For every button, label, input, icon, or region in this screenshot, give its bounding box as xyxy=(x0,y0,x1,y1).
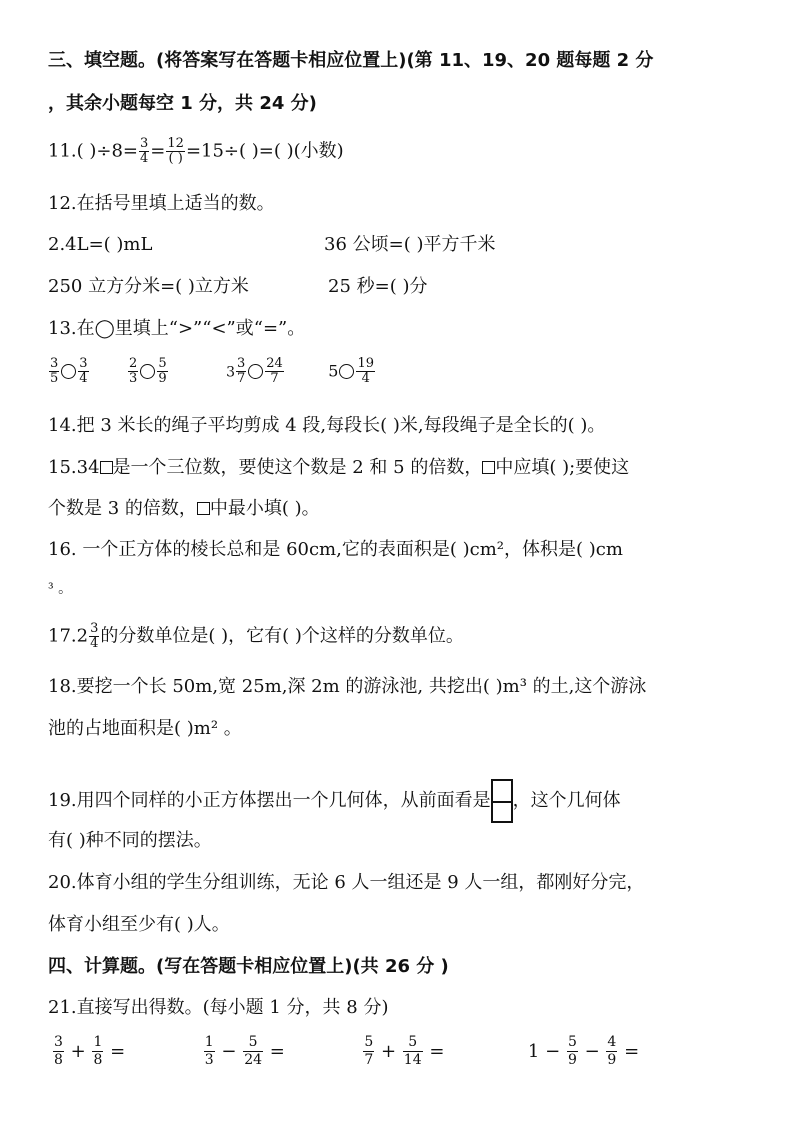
expr-3: $\frac{5}{7}$ + $\frac{5}{14}$ = xyxy=(364,1034,445,1068)
blank-square xyxy=(482,461,495,474)
fraction: $\frac{5}{14}$ xyxy=(403,1034,422,1068)
fraction: $\frac{3}{5}$ xyxy=(50,356,59,386)
fraction: $\frac{24}{7}$ xyxy=(266,356,283,386)
question-17: 17.2 $\frac{3}{4}$ 的分数单位是( )，它有( )个这样的分数单位。 xyxy=(48,621,464,651)
fraction: $\frac{4}{9}$ xyxy=(607,1034,617,1068)
question-21-title: 21.直接写出得数。(每小题 1 分，共 8 分) xyxy=(48,997,389,1018)
compare-circle xyxy=(140,364,155,379)
question-12-c: 250 立方分米=( )立方米 xyxy=(48,276,249,297)
fraction: $\frac{1}{8}$ xyxy=(93,1034,103,1068)
question-15-line2: 个数是 3 的倍数， 中最小填( )。 xyxy=(48,498,320,519)
compare-circle xyxy=(339,364,354,379)
question-11: 11.( )÷8= $\frac{3}{4}$ = $\frac{12}{( )}$ =15÷( )=( )(小数) xyxy=(48,136,344,166)
question-14: 14.把 3 米长的绳子平均剪成 4 段,每段长( )米,每段绳子是全长的( )。 xyxy=(48,415,606,436)
question-16-line1: 16. 一个正方体的棱长总和是 60cm,它的表面积是( )cm²，体积是( )cm xyxy=(48,539,623,560)
fraction: $\frac{3}{4}$ xyxy=(90,621,99,651)
fraction: $\frac{3}{4}$ xyxy=(79,356,88,386)
fraction: $\frac{5}{7}$ xyxy=(364,1034,374,1068)
fraction: $\frac{12}{( )}$ xyxy=(167,136,184,166)
question-15-line1: 15.34 是一个三位数，要使这个数是 2 和 5 的倍数， 中应填( );要使这 xyxy=(48,457,630,478)
question-19-line1: 19.用四个同样的小正方体摆出一个几何体，从前面看是 ，这个几何体 xyxy=(48,779,621,823)
fraction: $\frac{3}{7}$ xyxy=(236,356,246,386)
question-13-title: 13.在◯里填上“>”“<”或“=”。 xyxy=(48,318,306,339)
question-12-title: 12.在括号里填上适当的数。 xyxy=(48,193,275,214)
compare-circle xyxy=(248,364,263,379)
fraction: $\frac{1}{3}$ xyxy=(204,1034,214,1068)
compare-circle xyxy=(61,364,76,379)
expr-1: $\frac{3}{8}$ + $\frac{1}{8}$ = xyxy=(54,1034,126,1068)
fraction: $\frac{5}{24}$ xyxy=(244,1034,263,1068)
expr-4: 1 − $\frac{5}{9}$ − $\frac{4}{9}$ = xyxy=(527,1034,640,1068)
expr-2: $\frac{1}{3}$ − $\frac{5}{24}$ = xyxy=(204,1034,285,1068)
fraction: $\frac{5}{9}$ xyxy=(567,1034,577,1068)
question-18-line1: 18.要挖一个长 50m,宽 25m,深 2m 的游泳池, 共挖出( )m³ 的土,这个游泳 xyxy=(48,676,647,697)
question-19-line2: 有( )种不同的摆法。 xyxy=(48,830,212,851)
blank-square xyxy=(197,502,210,515)
fraction: $\frac{19}{4}$ xyxy=(357,356,375,386)
fraction: $\frac{5}{9}$ xyxy=(158,356,167,386)
question-18-line2: 池的占地面积是( )m² 。 xyxy=(48,718,242,739)
question-20-line2: 体育小组至少有( )人。 xyxy=(48,914,230,935)
fraction: $\frac{3}{4}$ xyxy=(140,136,149,166)
question-16-line2: ³ 。 xyxy=(48,581,73,597)
question-21-exprs xyxy=(52,1034,639,1074)
question-12-a: 2.4L=( )mL xyxy=(48,234,153,255)
section3-title-line2: ，其余小题每空 1 分，共 24 分) xyxy=(48,93,317,114)
question-13-items: $\frac{3}{5}$ $\frac{3}{4}$ $\frac{2}{3}$ $\frac{5}{9}$ 3 $\frac{3}{7}$ $\frac{24}{7}$ 5 $\frac{19}{4}$ xyxy=(50,356,375,386)
section3-title-line1: 三、填空题。(将答案写在答题卡相应位置上)(第 11、19、20 题每题 2 分 xyxy=(48,50,654,71)
question-12-d: 25 秒=( )分 xyxy=(328,276,428,297)
question-12-b: 36 公顷=( )平方千米 xyxy=(324,234,496,255)
front-view-icon xyxy=(491,779,513,823)
fraction: $\frac{2}{3}$ xyxy=(129,356,138,386)
section4-title: 四、计算题。(写在答题卡相应位置上)(共 26 分 ) xyxy=(48,956,449,977)
fraction: $\frac{3}{8}$ xyxy=(54,1034,63,1068)
question-20-line1: 20.体育小组的学生分组训练，无论 6 人一组还是 9 人一组，都刚好分完， xyxy=(48,872,645,893)
blank-square xyxy=(100,461,113,474)
